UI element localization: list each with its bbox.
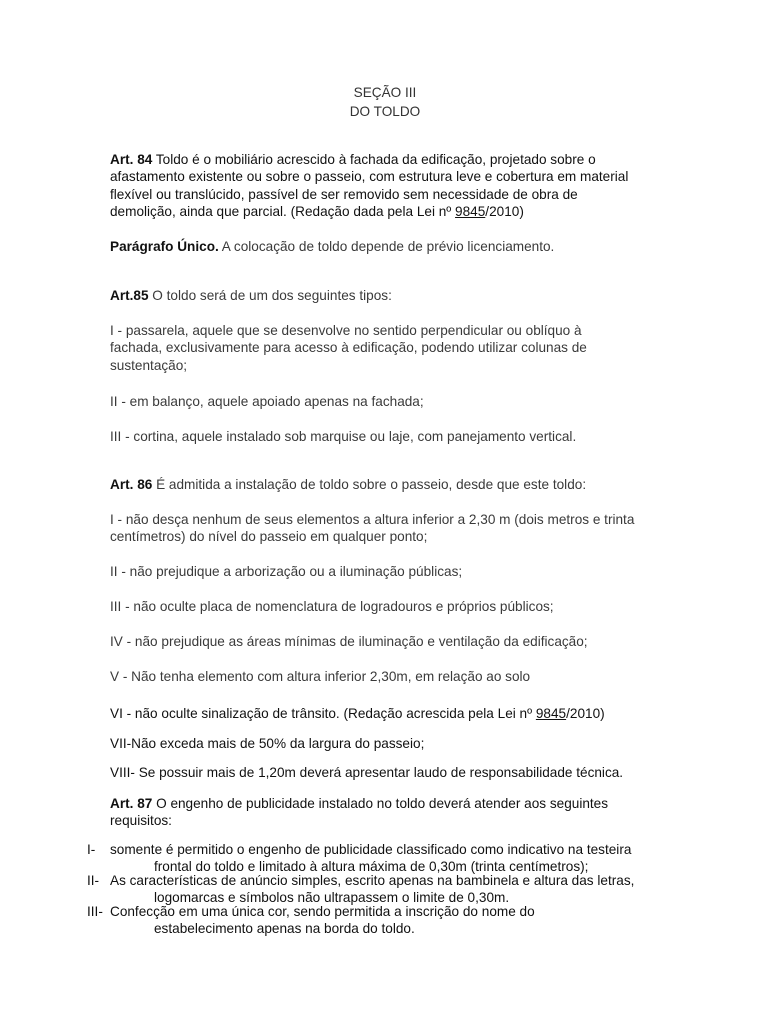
law-9845-link[interactable]: 9845 <box>455 203 486 219</box>
art-84-line-2: afastamento existente ou sobre o passeio, com estrutura leve e cobertura em material <box>110 169 629 185</box>
law-9845-link[interactable]: 9845 <box>535 706 567 721</box>
paragrafo-unico <box>110 238 650 255</box>
list-text-line-1: somente é permitido o engenho de publicidade classificado como indicativo na testeira <box>110 842 632 857</box>
art-87-line-2: requisitos: <box>110 813 172 829</box>
list-item-line: I - passarela, aquele que se desenvolve no sentido perpendicular ou oblíquo à <box>110 323 582 338</box>
list-text-line-2: estabelecimento apenas na borda do toldo. <box>154 921 415 937</box>
art-84-line-1: Toldo é o mobiliário acrescido à fachada da edificação, projetado sobre o <box>155 152 596 167</box>
art-84-law-suffix: /2010) <box>485 203 524 219</box>
art-84-line-4: demolição, ainda que parcial. (Redação dada pela Lei nº <box>110 203 456 219</box>
art-86-label: Art. 86 <box>110 477 153 492</box>
list-number: II- <box>87 873 100 888</box>
art-84-line-3: flexível ou translúcido, passível de ser removido sem necessidade de obra de <box>110 186 578 202</box>
art-85-item-ii: II - em balanço, aquele apoiado apenas na fachada; <box>110 394 424 409</box>
art-87-paragraph <box>110 795 650 830</box>
art-87-label: Art. 87 <box>110 796 153 811</box>
art-86-item-v: V - Não tenha elemento com altura inferior 2,30m, em relação ao solo <box>110 669 531 684</box>
section-subtitle: DO TOLDO <box>349 104 421 119</box>
art-84-paragraph <box>110 151 670 220</box>
list-text-line-1: As características de anúncio simples, escrito apenas na bambinela e altura das letras, <box>110 873 635 888</box>
list-text <box>110 872 690 907</box>
art-86-item-i <box>110 511 690 546</box>
art-86-paragraph <box>110 476 650 493</box>
item-vi-law-suffix: /2010) <box>566 706 605 721</box>
section-title: SEÇÃO III <box>353 85 417 100</box>
list-text <box>110 903 690 938</box>
list-text <box>110 841 690 876</box>
art-85-item-i <box>110 322 650 374</box>
art-85-item-iii: III - cortina, aquele instalado sob marquise ou laje, com panejamento vertical. <box>110 429 577 444</box>
art-86-item-viii: VIII- Se possuir mais de 1,20m deverá apresentar laudo de responsabilidade técnica. <box>110 765 624 780</box>
art-85-paragraph <box>110 287 650 304</box>
list-number: III- <box>87 904 103 919</box>
art-86-text: É admitida a instalação de toldo sobre o passeio, desde que este toldo: <box>152 477 587 492</box>
list-text-line-1: Confecção em uma única cor, sendo permitida a inscrição do nome do <box>110 904 535 919</box>
item-vi-text: VI - não oculte sinalização de trânsito. (Redação acrescida pela Lei nº <box>110 706 536 721</box>
list-item-line: fachada, exclusivamente para acesso à edificação, podendo utilizar colunas de <box>110 340 587 356</box>
art-86-item-iii: III - não oculte placa de nomenclatura de logradouros e próprios públicos; <box>110 599 554 614</box>
art-86-item-vi <box>110 705 650 722</box>
list-text-line-2: frontal do toldo e limitado à altura máxima de 0,30m (trinta centímetros); <box>154 859 589 875</box>
art-86-item-iv: IV - não prejudique as áreas mínimas de iluminação e ventilação da edificação; <box>110 634 588 649</box>
paragrafo-unico-label: Parágrafo Único. <box>110 239 219 254</box>
paragrafo-unico-text: A colocação de toldo depende de prévio licenciamento. <box>218 239 555 254</box>
art-85-text: O toldo será de um dos seguintes tipos: <box>148 288 392 303</box>
list-text-line-2: logomarcas e símbolos não ultrapassem o limite de 0,30m. <box>154 890 510 906</box>
art-84-label: Art. 84 <box>110 152 153 167</box>
list-item-line: centímetros) do nível do passeio em qualquer ponto; <box>110 529 428 545</box>
list-number: I- <box>87 842 96 857</box>
list-item-line: sustentação; <box>110 357 188 373</box>
art-87-line-1: O engenho de publicidade instalado no toldo deverá atender aos seguintes <box>152 796 609 811</box>
art-86-item-ii: II - não prejudique a arborização ou a iluminação públicas; <box>110 564 463 579</box>
art-85-label: Art.85 <box>110 288 149 303</box>
list-item-line: I - não desça nenhum de seus elementos a altura inferior a 2,30 m (dois metros e trinta <box>110 512 635 527</box>
art-86-item-vii: VII-Não exceda mais de 50% da largura do passeio; <box>110 736 425 751</box>
